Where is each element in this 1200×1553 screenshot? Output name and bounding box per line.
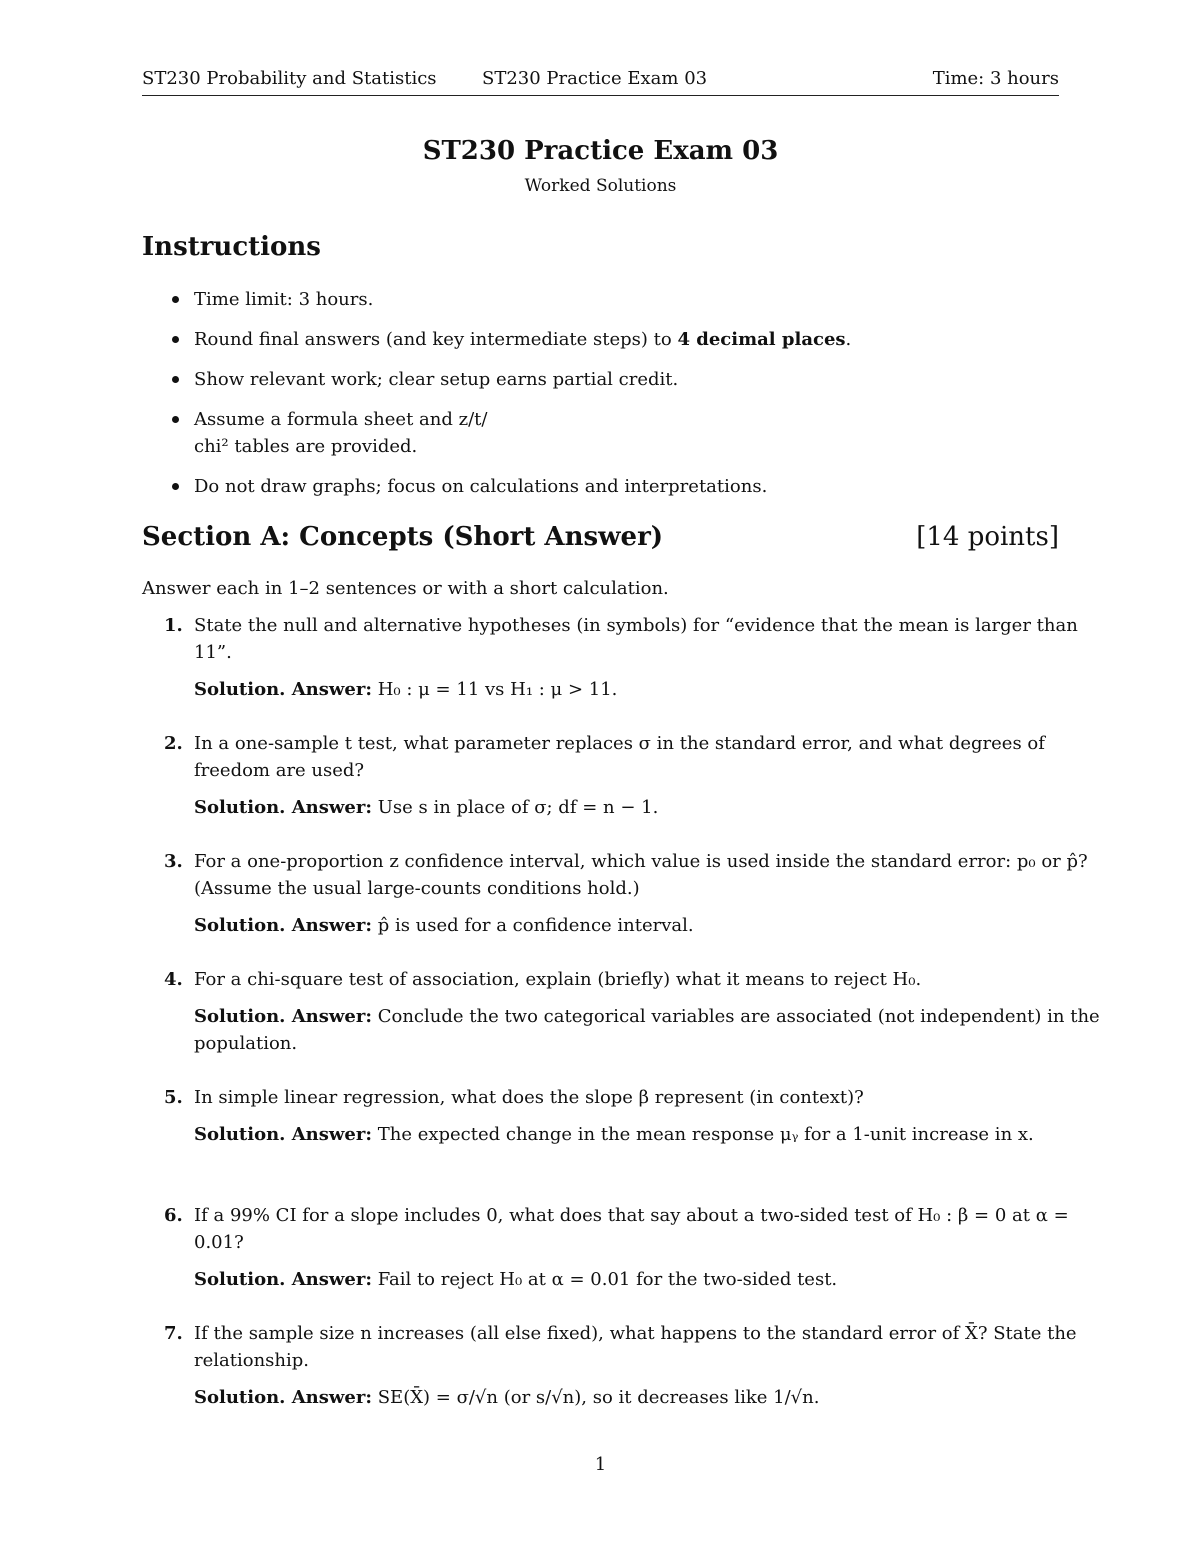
page-number: 1 xyxy=(594,1454,607,1475)
document-title: ST230 Practice Exam 03 xyxy=(422,136,779,166)
question-text: If the sample size n increases (all else fixed), what happens to the standard error of X̄? State the relationship. xyxy=(194,1323,1077,1371)
bullet-icon xyxy=(172,336,179,343)
solution: Solution. Answer: H₀ : μ = 11 vs H₁ : μ > 11. xyxy=(194,679,618,700)
solution: Solution. Answer: p̂ is used for a confidence interval. xyxy=(194,915,694,936)
instructions-heading: Instructions xyxy=(142,232,321,262)
instruction-item: Assume a formula sheet and z/t/ chi² tables are provided. xyxy=(142,406,1059,460)
bullet-icon xyxy=(172,416,179,423)
instruction-item: Round final answers (and key intermediate steps) to 4 decimal places. xyxy=(142,326,1059,353)
question-text: For a one-proportion z confidence interval, which value is used inside the standard error: p₀ or p̂? (Assume the usual large-counts conditions hold.) xyxy=(194,851,1088,899)
solution: Solution. Answer: SE(X̄) = σ/√n (or s/√n), so it decreases like 1/√n. xyxy=(194,1387,820,1408)
header-exam: ST230 Practice Exam 03 xyxy=(482,68,708,89)
question-item: 7. If the sample size n increases (all else fixed), what happens to the standard error of X̄? State the relationship. Solution. Answer: SE(X̄) = σ/√n (or s/√n), so it decreases like 1/√n. xyxy=(142,1320,1111,1411)
header-time: Time: 3 hours xyxy=(932,68,1059,89)
question-text: If a 99% CI for a slope includes 0, what does that say about a two-sided test of H₀ : β = 0 at α = 0.01? xyxy=(194,1205,1069,1253)
document-subtitle: Worked Solutions xyxy=(524,176,677,196)
question-text: In a one-sample t test, what parameter replaces σ in the standard error, and what degrees of freedom are used? xyxy=(194,733,1045,781)
question-item: 2. In a one-sample t test, what parameter replaces σ in the standard error, and what degrees of freedom are used? Solution. Answer: Use s in place of σ; df = n − 1. xyxy=(142,730,1111,821)
document-page xyxy=(142,0,1100,1553)
instructions-list xyxy=(142,286,1059,513)
solution: Solution. Answer: Conclude the two categorical variables are associated (not independent) in the population. xyxy=(194,1006,1100,1054)
question-text: In simple linear regression, what does the slope β represent (in context)? xyxy=(194,1087,864,1108)
running-header xyxy=(142,68,1059,96)
section-a-points: [14 points] xyxy=(916,522,1059,552)
question-item: 4. For a chi-square test of association, explain (briefly) what it means to reject H₀. Solution. Answer: Conclude the two categorical variables are associated (not independent) in the population. xyxy=(142,966,1111,1057)
instruction-item: Time limit: 3 hours. xyxy=(142,286,1059,313)
question-item: 6. If a 99% CI for a slope includes 0, what does that say about a two-sided test of H₀ : β = 0 at α = 0.01? Solution. Answer: Fail to reject H₀ at α = 0.01 for the two-sided test. xyxy=(142,1202,1111,1293)
solution: Solution. Answer: Use s in place of σ; df = n − 1. xyxy=(194,797,659,818)
bullet-icon xyxy=(172,483,179,490)
instruction-bold: 4 decimal places xyxy=(677,329,846,350)
instruction-item: Do not draw graphs; focus on calculations and interpretations. xyxy=(142,473,1059,500)
question-text: State the null and alternative hypotheses (in symbols) for “evidence that the mean is larger than 11”. xyxy=(194,615,1078,663)
question-text: For a chi-square test of association, explain (briefly) what it means to reject H₀. xyxy=(194,969,922,990)
section-a-heading: Section A: Concepts (Short Answer) [14 points] xyxy=(142,522,1059,552)
section-a-intro: Answer each in 1–2 sentences or with a short calculation. xyxy=(142,578,669,599)
bullet-icon xyxy=(172,296,179,303)
question-item: 3. For a one-proportion z confidence interval, which value is used inside the standard error: p₀ or p̂? (Assume the usual large-counts conditions hold.) Solution. Answer: p̂ is used for a confidence interval. xyxy=(142,848,1111,939)
solution: Solution. Answer: Fail to reject H₀ at α = 0.01 for the two-sided test. xyxy=(194,1269,838,1290)
question-item: 1. State the null and alternative hypotheses (in symbols) for “evidence that the mean is larger than 11”. Solution. Answer: H₀ : μ = 11 vs H₁ : μ > 11. xyxy=(142,612,1111,703)
bullet-icon xyxy=(172,376,179,383)
question-item: 5. In simple linear regression, what does the slope β represent (in context)? Solution. Answer: The expected change in the mean response μᵧ for a 1-unit increase in x. xyxy=(142,1084,1111,1148)
solution: Solution. Answer: The expected change in the mean response μᵧ for a 1-unit increase in x. xyxy=(194,1124,1034,1145)
instruction-item: Show relevant work; clear setup earns partial credit. xyxy=(142,366,1059,393)
header-course: ST230 Probability and Statistics xyxy=(142,68,437,89)
